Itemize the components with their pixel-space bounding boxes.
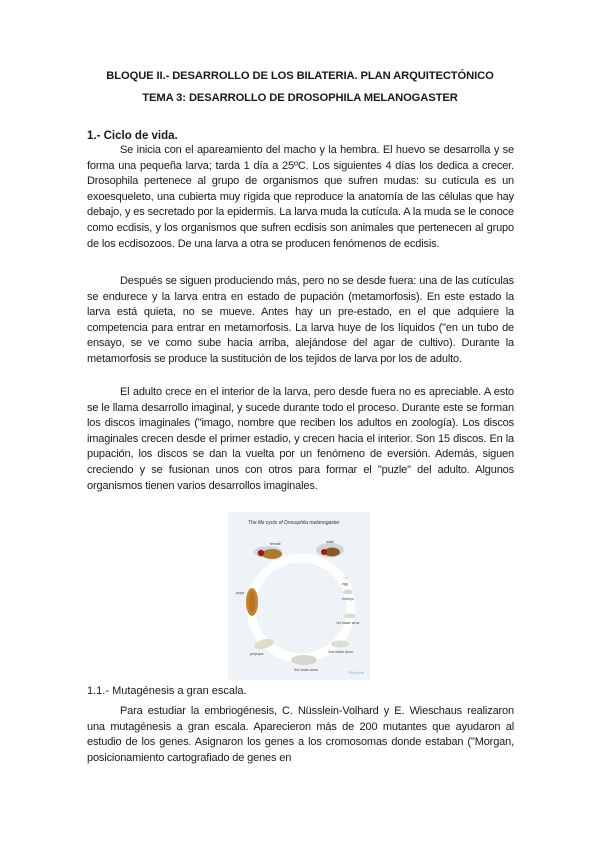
label-prepupa: prepupa: [250, 652, 264, 656]
document-title: BLOQUE II.- DESARROLLO DE LOS BILATERIA. PLAN ARQUITECTÓNICO: [106, 70, 494, 82]
subsection-heading: 1.1.- Mutagénesis a gran escala.: [87, 685, 247, 697]
paragraph-2-text: Después se siguen produciendo más, pero no se desde fuera: una de las cutículas se endurece y la larva entra en estado de pupación (metamorfosis). En este estado la larva está quieta, no se mueve. Antes hay un pre-estado, en el que adquiere la competencia para entrar en metamorfosis. La larva huye de los líquidos ("en un tubo de ensayo, se ve como sube hacia arriba, alejándose del agar de cultivo). Durante la metamorfosis se produce la sustitución de los tejidos de larva por los de adulto.: [87, 275, 514, 365]
third-instar-larva-shape: [291, 655, 317, 665]
label-egg: egg: [342, 582, 348, 586]
second-instar-larva-shape: [331, 641, 349, 648]
figure-watermark: FlyMove: [348, 670, 364, 675]
first-instar-larva-shape: [344, 614, 356, 619]
section-heading: 1.- Ciclo de vida.: [87, 130, 178, 142]
figure-title: The life cycle of Drosophila melanogaster: [248, 520, 340, 526]
label-pupa: pupa: [236, 591, 244, 595]
document-subtitle: TEMA 3: DESARROLLO DE DROSOPHILA MELANOGASTER: [142, 92, 458, 104]
paragraph-1: [87, 143, 514, 252]
paragraph-4-text: Para estudiar la embriogénesis, C. Nüsslein-Volhard y E. Wieschaus realizaron una mutagénesis a gran escala. Aparecieron más de 200 mutantes que ayudaron al estudio de los genes. Asignaron los genes a los cromosomas donde estaban ("Morgan, posicionamiento cartografiado de genes en: [87, 705, 514, 764]
label-second-instar: 2nd instar larva: [328, 650, 353, 654]
label-third-instar: 3rd instar larva: [294, 668, 318, 672]
paragraph-3-text: El adulto crece en el interior de la larva, pero desde fuera no es apreciable. A esto se le llama desarrollo imaginal, y sucede durante todo el proceso. Durante este se forman los discos imaginales ("imago, nombre que reciben los adultos en zoología). Los discos imaginales crecen desde el primer estadio, y crecen hacia el interior. Son 15 discos. En la pupación, los discos se dan la vuelta por un fenómeno de eversión. Además, siguen creciendo y se fusionan unos con otros para formar el "puzle" del adulto. Algunos organismos tienen varios desarrollos imaginales.: [87, 386, 514, 492]
paragraph-1-text: Se inicia con el apareamiento del macho y la hembra. El huevo se desarrolla y se forma una pequeña larva; tarda 1 día a 25ºC. Los siguientes 4 días los dedica a crecer. Drosophila pertenece al grupo de organismos que sufren mudas: su cutícula es un exoesqueleto, una cubierta muy rígida que reproduce la anatomía de las células que hay debajo, y es secretado por la epidermis. La larva muda la cutícula. A la muda se le conoce como ecdisis, y los organismos que sufren ecdisis son animales que pertenecen al grupo de los ecdisozoos. De una larva a otra se producen fenómenos de ecdisis.: [87, 144, 514, 250]
male-fly: [316, 543, 344, 557]
paragraph-4: [87, 704, 514, 766]
female-fly: [254, 546, 282, 559]
paragraph-2: [87, 274, 514, 368]
label-first-instar: 1st instar larva: [336, 621, 360, 625]
label-male: male: [326, 540, 334, 544]
embryo-shape: [343, 590, 353, 595]
life-cycle-figure: [228, 512, 370, 680]
paragraph-3: [87, 385, 514, 494]
label-female: female: [270, 542, 281, 546]
label-embryo: embryo: [342, 597, 354, 601]
egg-shape: [344, 577, 349, 580]
